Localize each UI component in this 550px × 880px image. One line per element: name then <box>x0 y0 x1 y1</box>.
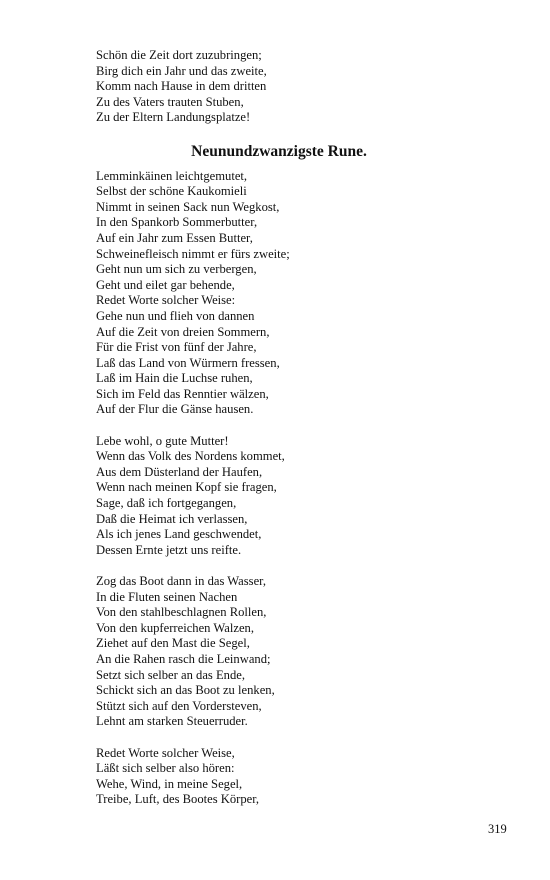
poem-line: Als ich jenes Land geschwendet, <box>96 527 262 542</box>
poem-line: Birg dich ein Jahr und das zweite, <box>96 63 267 78</box>
poem-line: Geht und eilet gar behende, <box>96 277 235 292</box>
poem-line: Sich im Feld das Renntier wälzen, <box>96 386 269 401</box>
stanza <box>96 574 456 730</box>
poem-line: In den Spankorb Sommerbutter, <box>96 215 258 230</box>
poem-line: Komm nach Hause in dem dritten <box>96 79 267 94</box>
poem-line: Läßt sich selber also hören: <box>96 761 235 776</box>
poem-line: Auf der Flur die Gänse hausen. <box>96 402 254 417</box>
poem-line: Redet Worte solcher Weise, <box>96 745 235 760</box>
poem-line: Setzt sich selber an das Ende, <box>96 667 245 682</box>
stanza <box>96 746 456 808</box>
poem-line: Wenn das Volk des Nordens kommet, <box>96 449 285 464</box>
chapter-title: Neunundzwanzigste Rune. <box>191 142 367 160</box>
poem-line: Auf die Zeit von dreien Sommern, <box>96 324 270 339</box>
poem-line: Nimmt in seinen Sack nun Wegkost, <box>96 199 280 214</box>
poem-line: Laß im Hain die Luchse ruhen, <box>96 371 253 386</box>
poem-line: Zu der Eltern Landungsplatze! <box>96 110 251 125</box>
poem-line: Von den stahlbeschlagnen Rollen, <box>96 605 267 620</box>
poem-line: Lehnt am starken Steuerruder. <box>96 714 248 729</box>
poem-line: An die Rahen rasch die Leinwand; <box>96 651 271 666</box>
poem-line: Aus dem Düsterland der Haufen, <box>96 464 263 479</box>
poem-line: In die Fluten seinen Nachen <box>96 589 238 604</box>
poem-line: Schön die Zeit dort zuzubringen; <box>96 48 262 62</box>
poem-line: Lebe wohl, o gute Mutter! <box>96 433 229 448</box>
poem-line: Laß das Land von Würmern fressen, <box>96 355 280 370</box>
poem-line: Schweinefleisch nimmt er fürs zweite; <box>96 246 290 261</box>
poem-line: Wenn nach meinen Kopf sie fragen, <box>96 480 277 495</box>
poem-line: Geht nun um sich zu verbergen, <box>96 262 257 277</box>
poem-line: Stützt sich auf den Vordersteven, <box>96 698 262 713</box>
poem-line: Auf ein Jahr zum Essen Butter, <box>96 230 253 245</box>
page-number: 319 <box>488 822 507 836</box>
poem-line: Ziehet auf den Mast die Segel, <box>96 636 250 651</box>
poem-line: Zu des Vaters trauten Stuben, <box>96 94 244 109</box>
poem-line: Redet Worte solcher Weise: <box>96 293 236 308</box>
poem-line: Von den kupferreichen Walzen, <box>96 620 254 635</box>
poem-line: Sage, daß ich fortgegangen, <box>96 496 237 511</box>
poem-line: Für die Frist von fünf der Jahre, <box>96 340 257 355</box>
poem-line: Dessen Ernte jetzt uns reifte. <box>96 542 242 557</box>
poem-line: Lemminkäinen leichtgemutet, <box>96 168 248 183</box>
stanza <box>96 169 456 419</box>
poem-line: Selbst der schöne Kaukomieli <box>96 184 247 199</box>
page-content <box>96 48 456 824</box>
poem-line: Schickt sich an das Boot zu lenken, <box>96 683 275 698</box>
stanza <box>96 434 456 559</box>
chapter-body <box>96 169 456 808</box>
opening-stanza <box>96 48 456 126</box>
poem-line: Treibe, Luft, des Bootes Körper, <box>96 792 260 807</box>
poem-line: Daß die Heimat ich verlassen, <box>96 511 248 526</box>
poem-line: Wehe, Wind, in meine Segel, <box>96 776 243 791</box>
poem-line: Zog das Boot dann in das Wasser, <box>96 574 266 588</box>
poem-line: Gehe nun und flieh von dannen <box>96 308 255 323</box>
